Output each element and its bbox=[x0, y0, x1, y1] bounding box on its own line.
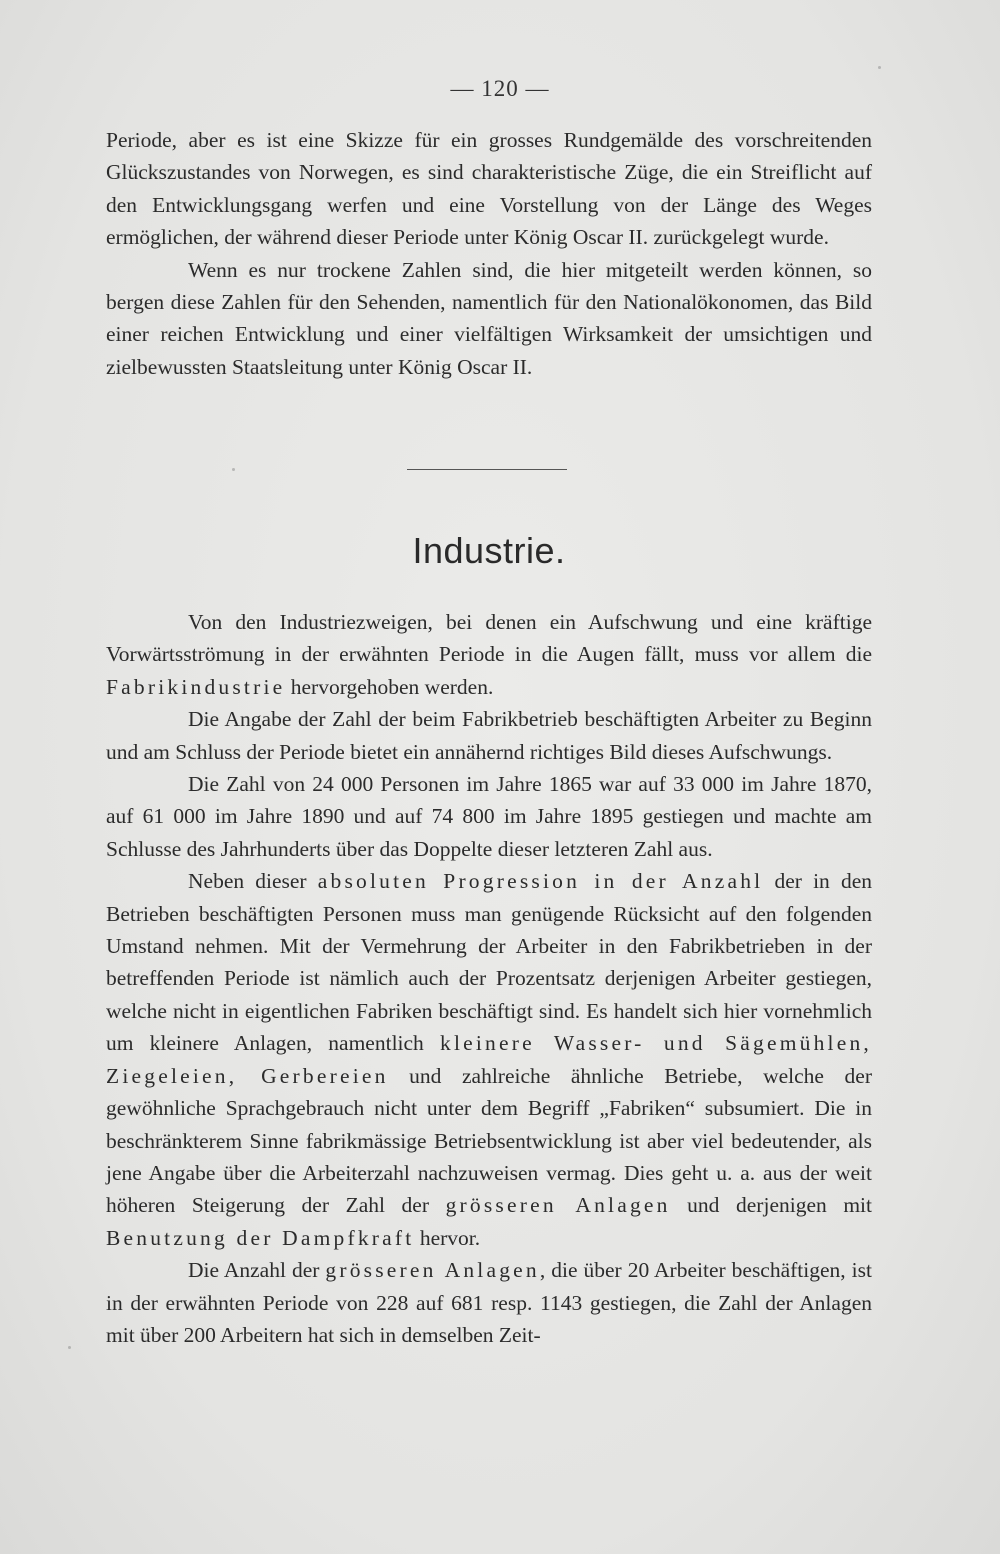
paper-speck bbox=[878, 66, 881, 69]
paragraph bbox=[106, 606, 872, 703]
paragraph: Die Angabe der Zahl der beim Fabrikbetrieb beschäftigten Arbeiter zu Beginn und am Schluss der Periode bietet ein annähernd richtiges Bild dieses Aufschwungs. bbox=[106, 707, 872, 764]
text-run: Die Anzahl der bbox=[188, 1258, 326, 1283]
paragraph bbox=[106, 1254, 872, 1351]
spaced-emphasis: absoluten Progression in der Anzahl bbox=[317, 869, 764, 894]
text-run: Neben dieser bbox=[188, 869, 318, 894]
paper-speck bbox=[232, 468, 235, 471]
paper-speck bbox=[68, 1346, 71, 1349]
text-run: hervor. bbox=[414, 1225, 481, 1250]
text-run: der in den Betrieben beschäftigten Personen muss man genügende Rücksicht auf den folgenden Umstand nehmen. Mit der Vermehrung der Arbeiter in den Fabrikbetrieben in der betreffenden Periode ist nämlich auch der Prozentsatz derjenigen Arbeiter gestiegen, welche nicht in eigentlichen Fabriken beschäftigt sind. Es handelt sich hier vornehmlich um kleinere Anlagen, namentlich bbox=[106, 869, 872, 1056]
spaced-emphasis: Fabrikindustrie bbox=[106, 674, 286, 699]
paragraph: Wenn es nur trockene Zahlen sind, die hier mitgeteilt werden können, so bergen diese Zahlen für den Sehenden, namentlich für den Nationalökonomen, das Bild einer reichen Entwicklung und einer vielfältigen Wirksamkeit der umsichtigen und zielbewussten Staatsleitung unter König Oscar II. bbox=[106, 257, 872, 379]
paragraph: Die Zahl von 24 000 Personen im Jahre 1865 war auf 33 000 im Jahre 1870, auf 61 000 im Jahre 1890 und auf 74 800 im Jahre 1895 gestiegen und machte am Schlusse des Jahrhunderts über das Doppelte dieser letzteren Zahl aus. bbox=[106, 772, 872, 861]
spaced-emphasis: kleinere Wasser- und Sägemühlen, Ziegeleien, Gerbereien bbox=[106, 1031, 872, 1088]
section-heading: Industrie. bbox=[412, 530, 566, 571]
text-run: und derjenigen mit bbox=[670, 1193, 872, 1218]
page-number: — 120 — bbox=[450, 76, 550, 101]
text-run: , die über 20 Arbeiter beschäftigen, ist in der erwähnten Periode von 228 auf 681 resp. 1143 gestiegen, die Zahl der Anlagen mit über 200 Arbeitern hat sich in demselben Zeit- bbox=[106, 1258, 872, 1347]
spaced-emphasis: Benutzung der Dampfkraft bbox=[106, 1225, 415, 1250]
section-divider bbox=[407, 469, 567, 470]
paragraph: Periode, aber es ist eine Skizze für ein grosses Rundgemälde des vorschreitenden Glückszustandes von Norwegen, es sind charakteristische Züge, die ein Streiflicht auf den Entwicklungsgang werfen und eine Vorstellung von der Länge des Weges ermöglichen, der während dieser Periode unter König Oscar II. zurückgelegt wurde. bbox=[106, 128, 872, 250]
industry-text-block bbox=[106, 606, 872, 1351]
spaced-emphasis: grösseren Anlagen bbox=[325, 1258, 540, 1283]
paragraph bbox=[106, 865, 872, 1254]
text-run: hervorgehoben werden. bbox=[285, 674, 494, 699]
spaced-emphasis: grösseren Anlagen bbox=[445, 1193, 671, 1218]
text-run: und zahlreiche ähnliche Betriebe, welche der gewöhnliche Sprachgebrauch nicht unter dem Begriff „Fabriken“ subsumiert. Die in beschränkterem Sinne fabrikmässige Betriebsentwicklung ist aber viel bedeutender, als jene Angabe über die Arbeiterzahl nachzuweisen vermag. Dies geht u. a. aus der weit höheren Steigerung der Zahl der bbox=[106, 1063, 872, 1218]
intro-text-block bbox=[106, 124, 872, 383]
text-run: Von den Industriezweigen, bei denen ein Aufschwung und eine kräftige Vorwärtsströmung in der erwähnten Periode in die Augen fällt, muss vor allem die bbox=[106, 610, 872, 667]
